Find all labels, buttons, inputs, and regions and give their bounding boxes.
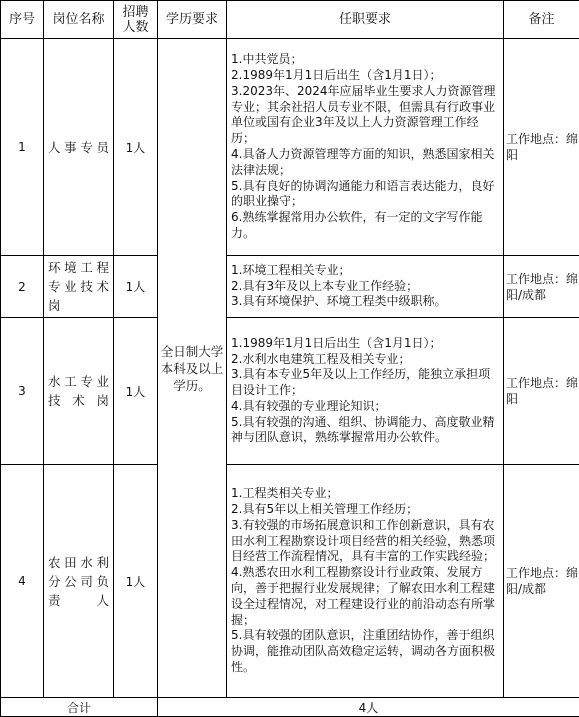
requirement-item: 3.有较强的市场拓展意识和工作创新意识，具有农田水利工程勘察设计项目经营的相关经验，熟悉项目经营工作流程情况，具有丰富的工作实践经验；	[231, 518, 500, 565]
total-row	[1, 698, 579, 717]
header-requirements: 任职要求	[227, 1, 504, 39]
table-row	[1, 318, 579, 465]
requirement-item: 2.具有5年以上相关管理工作经历；	[231, 502, 500, 518]
row-count: 1人	[114, 256, 158, 318]
requirement-item: 3.具有环境保护、环境工程类中级职称。	[231, 294, 500, 310]
row-requirements	[227, 39, 504, 256]
requirement-item: 5.具有较强的沟通、组织、协调能力、高度敬业精神与团队意识，熟练掌握常用办公软件。	[231, 415, 500, 447]
total-label: 合计	[1, 698, 158, 717]
education-requirement: 全日制大学本科及以上学历。	[158, 39, 227, 698]
row-no: 3	[1, 318, 44, 465]
row-no: 2	[1, 256, 44, 318]
requirement-item: 1.环境工程相关专业；	[231, 263, 500, 279]
row-requirements	[227, 318, 504, 465]
row-note: 工作地点：绵阳/成都	[504, 256, 579, 318]
requirement-item: 3.具有本专业5年及以上工作经历，能独立承担项目设计工作；	[231, 367, 500, 399]
header-row	[1, 1, 579, 39]
requirement-item: 2.具有3年及以上本专业工作经验；	[231, 279, 500, 295]
row-count: 1人	[114, 39, 158, 256]
requirement-item: 1.工程类相关专业；	[231, 486, 500, 502]
table-row	[1, 256, 579, 318]
table-row	[1, 39, 579, 256]
table-row	[1, 465, 579, 698]
header-education: 学历要求	[158, 1, 227, 39]
row-requirements	[227, 465, 504, 698]
row-count: 1人	[114, 318, 158, 465]
header-note: 备注	[504, 1, 579, 39]
header-count-line2: 人数	[122, 20, 148, 35]
requirement-item: 2.水利水电建筑工程及相关专业；	[231, 352, 500, 368]
requirement-item: 2.1989年1月1日后出生（含1月1日）；	[231, 68, 500, 84]
total-value: 4人	[158, 698, 579, 717]
requirement-item: 1.1989年1月1日后出生（含1月1日）；	[231, 336, 500, 352]
requirement-item: 5.具有较强的团队意识，注重团结协作，善于组织协调，能推动团队高效稳定运转，调动各方面积极性。	[231, 628, 500, 675]
row-position: 农田水利分公司负责人	[44, 465, 114, 698]
requirement-item: 4.具备人力资源管理等方面的知识，熟悉国家相关法律法规；	[231, 147, 500, 179]
header-position: 岗位名称	[44, 1, 114, 39]
row-position: 人事专员	[44, 39, 114, 256]
header-count-line1: 招聘	[122, 5, 148, 20]
row-note: 工作地点：绵阳	[504, 39, 579, 256]
row-position: 环境工程专业技术岗	[44, 256, 114, 318]
row-no: 1	[1, 39, 44, 256]
header-no: 序号	[1, 1, 44, 39]
row-position: 水工专业技术岗	[44, 318, 114, 465]
requirement-item: 4.熟悉农田水利工程勘察设计行业政策、发展方向，善于把握行业发展规律；了解农田水利工程建设全过程情况，对工程建设行业的前沿动态有所掌握；	[231, 565, 500, 628]
requirement-item: 3.2023年、2024年应届毕业生要求人力资源管理专业；其余社招人员专业不限，但需具有行政事业单位或国有企业3年及以上人力资源管理工作经历；	[231, 84, 500, 147]
row-note: 工作地点：绵阳/成都	[504, 465, 579, 698]
row-requirements	[227, 256, 504, 318]
requirement-item: 6.熟练掌握常用办公软件，有一定的文字写作能力。	[231, 210, 500, 242]
requirement-item: 1.中共党员；	[231, 52, 500, 68]
requirement-item: 4.具有较强的专业理论知识；	[231, 399, 500, 415]
row-no: 4	[1, 465, 44, 698]
header-count	[114, 1, 158, 39]
row-note: 工作地点：绵阳	[504, 318, 579, 465]
row-count: 1人	[114, 465, 158, 698]
requirement-item: 5.具有良好的协调沟通能力和语言表达能力，良好的职业操守；	[231, 179, 500, 211]
